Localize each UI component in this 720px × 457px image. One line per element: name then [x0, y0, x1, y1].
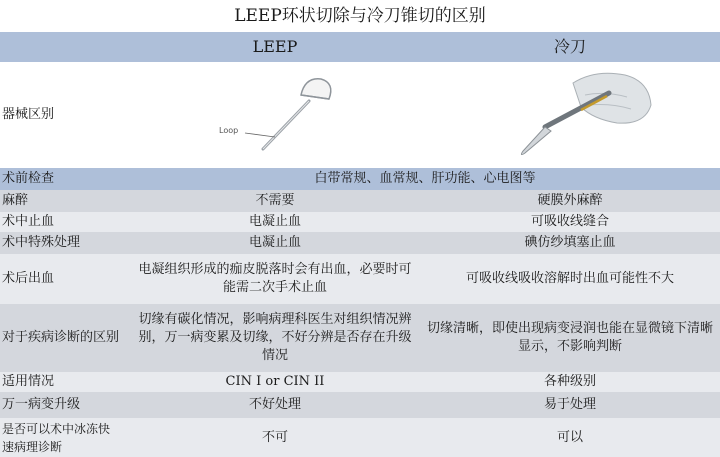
table-row [0, 418, 720, 457]
cold-knife-cell: 切缘清晰，即使出现病变浸润也能在显微镜下清晰显示，不影响判断 [426, 321, 713, 354]
leep-cell: 电凝止血 [248, 214, 301, 229]
loop-caption: Loop [219, 126, 239, 135]
row-label: 是否可以术中冰冻快速病理诊断 [2, 421, 111, 454]
row-label: 术前检查 [2, 171, 55, 186]
row-label: 术中止血 [2, 214, 55, 229]
cold-knife-image [420, 62, 720, 168]
cold-knife-cell: 各种级别 [543, 374, 596, 389]
instrument-row [0, 62, 720, 168]
table-row [0, 190, 720, 212]
table-title: LEEP环状切除与冷刀锥切的区别 [234, 6, 486, 26]
table-row [0, 168, 720, 190]
leep-loop-icon [205, 65, 345, 165]
cold-knife-cell: 可吸收线吸收溶解时出血可能性不大 [465, 271, 674, 286]
cold-knife-cell: 可吸收线缝合 [530, 214, 609, 229]
leep-cell: 不可 [261, 429, 288, 445]
row-label: 万一病变升级 [2, 397, 81, 412]
leep-cell: 不需要 [255, 193, 295, 208]
header-cold-knife: 冷刀 [553, 37, 586, 56]
leep-loop-image [130, 62, 420, 168]
table-row [0, 304, 720, 372]
table-row [0, 232, 720, 254]
header-leep: LEEP [252, 37, 298, 56]
scalpel-hand-icon [485, 65, 655, 165]
leep-cell: 电凝组织形成的痂皮脱落时会有出血，必要时可能需二次手术止血 [138, 262, 412, 295]
merged-cell: 白带常规、血常规、肝功能、心电图等 [314, 171, 536, 186]
row-label: 适用情况 [2, 374, 55, 389]
cold-knife-cell: 硬膜外麻醉 [537, 193, 603, 208]
row-label: 对于疾病诊断的区别 [2, 330, 120, 345]
row-label: 术后出血 [2, 271, 55, 286]
row-label: 麻醉 [2, 193, 29, 208]
cold-knife-cell: 可以 [556, 429, 583, 445]
header-row [0, 32, 720, 62]
table-row [0, 254, 720, 304]
row-label: 术中特殊处理 [2, 235, 81, 250]
cold-knife-cell: 碘仿纱填塞止血 [524, 235, 616, 250]
leep-cell: CIN I or CIN II [225, 374, 325, 389]
table-row [0, 392, 720, 418]
leep-cell: 切缘有碳化情况，影响病理科医生对组织情况辨别，万一病变累及切缘，不好分辨是否存在升级情况 [138, 312, 412, 363]
table-row [0, 212, 720, 232]
row-label: 器械区别 [2, 107, 55, 122]
leep-cell: 不好处理 [248, 397, 301, 412]
leep-cell: 电凝止血 [248, 235, 301, 250]
table-row [0, 372, 720, 392]
cold-knife-cell: 易于处理 [543, 397, 596, 412]
